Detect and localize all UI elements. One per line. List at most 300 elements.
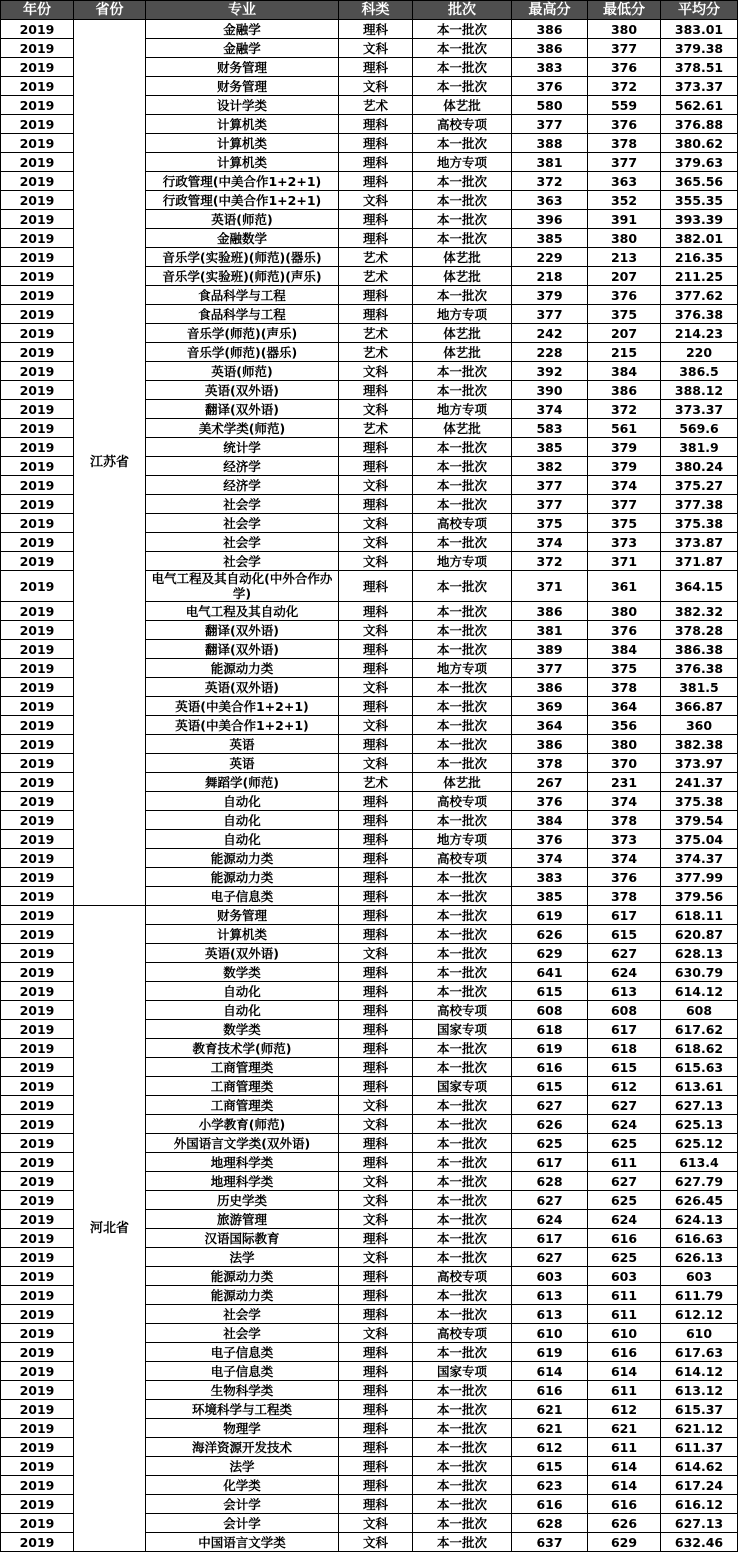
min-score-cell: 380 — [588, 735, 661, 754]
table-row — [1, 20, 738, 39]
year-cell: 2019 — [1, 1134, 74, 1153]
subject-type-cell: 文科 — [339, 1324, 413, 1343]
major-cell: 教育技术学(师范) — [146, 1039, 339, 1058]
min-score-cell: 215 — [588, 343, 661, 362]
avg-score-cell: 626.45 — [661, 1191, 738, 1210]
min-score-cell: 375 — [588, 305, 661, 324]
major-cell: 化学类 — [146, 1476, 339, 1495]
avg-score-cell: 220 — [661, 343, 738, 362]
avg-score-cell: 377.38 — [661, 495, 738, 514]
subject-type-cell: 理科 — [339, 134, 413, 153]
min-score-cell: 376 — [588, 868, 661, 887]
max-score-cell: 626 — [512, 1115, 588, 1134]
year-cell: 2019 — [1, 887, 74, 906]
year-cell: 2019 — [1, 457, 74, 476]
batch-cell: 地方专项 — [413, 400, 512, 419]
min-score-cell: 378 — [588, 887, 661, 906]
batch-cell: 本一批次 — [413, 229, 512, 248]
subject-type-cell: 文科 — [339, 39, 413, 58]
min-score-cell: 624 — [588, 1115, 661, 1134]
year-cell: 2019 — [1, 1267, 74, 1286]
max-score-cell: 637 — [512, 1533, 588, 1552]
major-cell: 食品科学与工程 — [146, 305, 339, 324]
batch-cell: 本一批次 — [413, 925, 512, 944]
year-cell: 2019 — [1, 754, 74, 773]
min-score-cell: 384 — [588, 362, 661, 381]
avg-score-cell: 373.37 — [661, 77, 738, 96]
subject-type-cell: 理科 — [339, 457, 413, 476]
avg-score-cell: 377.62 — [661, 286, 738, 305]
subject-type-cell: 文科 — [339, 552, 413, 571]
max-score-cell: 583 — [512, 419, 588, 438]
batch-cell: 高校专项 — [413, 792, 512, 811]
major-cell: 能源动力类 — [146, 849, 339, 868]
subject-type-cell: 理科 — [339, 659, 413, 678]
max-score-cell: 374 — [512, 533, 588, 552]
batch-cell: 本一批次 — [413, 1343, 512, 1362]
avg-score-cell: 375.38 — [661, 514, 738, 533]
major-cell: 小学教育(师范) — [146, 1115, 339, 1134]
major-cell: 工商管理类 — [146, 1058, 339, 1077]
batch-cell: 本一批次 — [413, 286, 512, 305]
year-cell: 2019 — [1, 1400, 74, 1419]
subject-type-cell: 文科 — [339, 944, 413, 963]
major-cell: 财务管理 — [146, 58, 339, 77]
avg-score-cell: 603 — [661, 1267, 738, 1286]
batch-cell: 本一批次 — [413, 58, 512, 77]
max-score-cell: 386 — [512, 20, 588, 39]
batch-cell: 本一批次 — [413, 1476, 512, 1495]
batch-cell: 本一批次 — [413, 39, 512, 58]
avg-score-cell: 610 — [661, 1324, 738, 1343]
year-cell: 2019 — [1, 533, 74, 552]
subject-type-cell: 理科 — [339, 210, 413, 229]
major-cell: 能源动力类 — [146, 868, 339, 887]
year-cell: 2019 — [1, 1343, 74, 1362]
subject-type-cell: 理科 — [339, 1267, 413, 1286]
max-score-cell: 381 — [512, 153, 588, 172]
avg-score-cell: 374.37 — [661, 849, 738, 868]
max-score-cell: 377 — [512, 115, 588, 134]
subject-type-cell: 理科 — [339, 602, 413, 621]
max-score-cell: 627 — [512, 1248, 588, 1267]
major-cell: 音乐学(师范)(器乐) — [146, 343, 339, 362]
avg-score-cell: 621.12 — [661, 1419, 738, 1438]
max-score-cell: 621 — [512, 1400, 588, 1419]
avg-score-cell: 614.12 — [661, 982, 738, 1001]
header-province: 省份 — [74, 1, 146, 20]
max-score-cell: 616 — [512, 1495, 588, 1514]
avg-score-cell: 214.23 — [661, 324, 738, 343]
major-cell: 工商管理类 — [146, 1096, 339, 1115]
min-score-cell: 625 — [588, 1134, 661, 1153]
max-score-cell: 628 — [512, 1172, 588, 1191]
batch-cell: 本一批次 — [413, 640, 512, 659]
min-score-cell: 372 — [588, 400, 661, 419]
year-cell: 2019 — [1, 1077, 74, 1096]
batch-cell: 本一批次 — [413, 1381, 512, 1400]
subject-type-cell: 理科 — [339, 1020, 413, 1039]
batch-cell: 本一批次 — [413, 1058, 512, 1077]
subject-type-cell: 理科 — [339, 20, 413, 39]
avg-score-cell: 379.63 — [661, 153, 738, 172]
min-score-cell: 378 — [588, 134, 661, 153]
subject-type-cell: 理科 — [339, 697, 413, 716]
min-score-cell: 614 — [588, 1476, 661, 1495]
province-cell: 河北省 — [74, 906, 146, 1552]
batch-cell: 本一批次 — [413, 20, 512, 39]
subject-type-cell: 艺术 — [339, 343, 413, 362]
min-score-cell: 380 — [588, 229, 661, 248]
subject-type-cell: 艺术 — [339, 267, 413, 286]
major-cell: 会计学 — [146, 1495, 339, 1514]
min-score-cell: 624 — [588, 1210, 661, 1229]
min-score-cell: 626 — [588, 1514, 661, 1533]
avg-score-cell: 376.38 — [661, 659, 738, 678]
subject-type-cell: 理科 — [339, 438, 413, 457]
max-score-cell: 374 — [512, 849, 588, 868]
major-cell: 社会学 — [146, 533, 339, 552]
max-score-cell: 382 — [512, 457, 588, 476]
year-cell: 2019 — [1, 963, 74, 982]
avg-score-cell: 365.56 — [661, 172, 738, 191]
batch-cell: 本一批次 — [413, 1419, 512, 1438]
subject-type-cell: 理科 — [339, 1039, 413, 1058]
max-score-cell: 396 — [512, 210, 588, 229]
avg-score-cell: 379.54 — [661, 811, 738, 830]
header-min-score: 最低分 — [588, 1, 661, 20]
min-score-cell: 561 — [588, 419, 661, 438]
batch-cell: 本一批次 — [413, 571, 512, 602]
subject-type-cell: 文科 — [339, 476, 413, 495]
subject-type-cell: 理科 — [339, 153, 413, 172]
max-score-cell: 385 — [512, 229, 588, 248]
min-score-cell: 625 — [588, 1248, 661, 1267]
max-score-cell: 580 — [512, 96, 588, 115]
batch-cell: 体艺批 — [413, 773, 512, 792]
min-score-cell: 615 — [588, 1058, 661, 1077]
min-score-cell: 207 — [588, 324, 661, 343]
table-row — [1, 906, 738, 925]
major-cell: 音乐学(实验班)(师范)(器乐) — [146, 248, 339, 267]
major-cell: 能源动力类 — [146, 1286, 339, 1305]
min-score-cell: 610 — [588, 1324, 661, 1343]
subject-type-cell: 文科 — [339, 716, 413, 735]
year-cell: 2019 — [1, 1533, 74, 1552]
avg-score-cell: 386.5 — [661, 362, 738, 381]
subject-type-cell: 理科 — [339, 1400, 413, 1419]
avg-score-cell: 613.4 — [661, 1153, 738, 1172]
batch-cell: 本一批次 — [413, 887, 512, 906]
subject-type-cell: 理科 — [339, 640, 413, 659]
year-cell: 2019 — [1, 1001, 74, 1020]
avg-score-cell: 627.13 — [661, 1514, 738, 1533]
min-score-cell: 207 — [588, 267, 661, 286]
major-cell: 数学类 — [146, 963, 339, 982]
year-cell: 2019 — [1, 1096, 74, 1115]
year-cell: 2019 — [1, 1229, 74, 1248]
avg-score-cell: 618.62 — [661, 1039, 738, 1058]
min-score-cell: 613 — [588, 982, 661, 1001]
max-score-cell: 615 — [512, 982, 588, 1001]
year-cell: 2019 — [1, 248, 74, 267]
major-cell: 自动化 — [146, 830, 339, 849]
major-cell: 社会学 — [146, 1324, 339, 1343]
min-score-cell: 376 — [588, 286, 661, 305]
major-cell: 电气工程及其自动化(中外合作办学) — [146, 571, 339, 602]
year-cell: 2019 — [1, 343, 74, 362]
min-score-cell: 378 — [588, 811, 661, 830]
avg-score-cell: 569.6 — [661, 419, 738, 438]
min-score-cell: 627 — [588, 944, 661, 963]
major-cell: 能源动力类 — [146, 1267, 339, 1286]
year-cell: 2019 — [1, 172, 74, 191]
avg-score-cell: 627.13 — [661, 1096, 738, 1115]
avg-score-cell: 371.87 — [661, 552, 738, 571]
max-score-cell: 603 — [512, 1267, 588, 1286]
header-avg-score: 平均分 — [661, 1, 738, 20]
max-score-cell: 614 — [512, 1362, 588, 1381]
major-cell: 社会学 — [146, 1305, 339, 1324]
major-cell: 电子信息类 — [146, 887, 339, 906]
min-score-cell: 377 — [588, 495, 661, 514]
min-score-cell: 618 — [588, 1039, 661, 1058]
min-score-cell: 617 — [588, 1020, 661, 1039]
min-score-cell: 379 — [588, 457, 661, 476]
batch-cell: 本一批次 — [413, 438, 512, 457]
min-score-cell: 378 — [588, 678, 661, 697]
province-cell: 江苏省 — [74, 20, 146, 906]
batch-cell: 本一批次 — [413, 906, 512, 925]
subject-type-cell: 文科 — [339, 1514, 413, 1533]
year-cell: 2019 — [1, 906, 74, 925]
avg-score-cell: 617.62 — [661, 1020, 738, 1039]
avg-score-cell: 373.87 — [661, 533, 738, 552]
min-score-cell: 614 — [588, 1457, 661, 1476]
subject-type-cell: 艺术 — [339, 773, 413, 792]
year-cell: 2019 — [1, 602, 74, 621]
year-cell: 2019 — [1, 39, 74, 58]
subject-type-cell: 文科 — [339, 191, 413, 210]
batch-cell: 体艺批 — [413, 419, 512, 438]
major-cell: 金融学 — [146, 20, 339, 39]
min-score-cell: 374 — [588, 792, 661, 811]
subject-type-cell: 文科 — [339, 362, 413, 381]
min-score-cell: 375 — [588, 659, 661, 678]
subject-type-cell: 理科 — [339, 1229, 413, 1248]
major-cell: 设计学类 — [146, 96, 339, 115]
avg-score-cell: 355.35 — [661, 191, 738, 210]
avg-score-cell: 375.04 — [661, 830, 738, 849]
max-score-cell: 374 — [512, 400, 588, 419]
major-cell: 英语 — [146, 735, 339, 754]
batch-cell: 本一批次 — [413, 1400, 512, 1419]
avg-score-cell: 614.12 — [661, 1362, 738, 1381]
min-score-cell: 612 — [588, 1400, 661, 1419]
max-score-cell: 623 — [512, 1476, 588, 1495]
max-score-cell: 376 — [512, 792, 588, 811]
subject-type-cell: 理科 — [339, 1362, 413, 1381]
min-score-cell: 627 — [588, 1172, 661, 1191]
batch-cell: 本一批次 — [413, 533, 512, 552]
major-cell: 行政管理(中美合作1+2+1) — [146, 172, 339, 191]
avg-score-cell: 625.12 — [661, 1134, 738, 1153]
year-cell: 2019 — [1, 925, 74, 944]
major-cell: 英语(师范) — [146, 210, 339, 229]
year-cell: 2019 — [1, 134, 74, 153]
batch-cell: 本一批次 — [413, 1229, 512, 1248]
year-cell: 2019 — [1, 77, 74, 96]
max-score-cell: 624 — [512, 1210, 588, 1229]
major-cell: 会计学 — [146, 1514, 339, 1533]
min-score-cell: 616 — [588, 1495, 661, 1514]
min-score-cell: 391 — [588, 210, 661, 229]
batch-cell: 本一批次 — [413, 1115, 512, 1134]
year-cell: 2019 — [1, 1191, 74, 1210]
min-score-cell: 627 — [588, 1096, 661, 1115]
year-cell: 2019 — [1, 571, 74, 602]
batch-cell: 高校专项 — [413, 1267, 512, 1286]
subject-type-cell: 理科 — [339, 982, 413, 1001]
year-cell: 2019 — [1, 1324, 74, 1343]
batch-cell: 本一批次 — [413, 1457, 512, 1476]
avg-score-cell: 376.88 — [661, 115, 738, 134]
avg-score-cell: 612.12 — [661, 1305, 738, 1324]
subject-type-cell: 理科 — [339, 887, 413, 906]
batch-cell: 国家专项 — [413, 1020, 512, 1039]
max-score-cell: 608 — [512, 1001, 588, 1020]
year-cell: 2019 — [1, 1210, 74, 1229]
header-subject-type: 科类 — [339, 1, 413, 20]
subject-type-cell: 理科 — [339, 305, 413, 324]
major-cell: 能源动力类 — [146, 659, 339, 678]
batch-cell: 本一批次 — [413, 697, 512, 716]
avg-score-cell: 611.37 — [661, 1438, 738, 1457]
year-cell: 2019 — [1, 1438, 74, 1457]
batch-cell: 本一批次 — [413, 1153, 512, 1172]
batch-cell: 地方专项 — [413, 552, 512, 571]
subject-type-cell: 理科 — [339, 1381, 413, 1400]
max-score-cell: 364 — [512, 716, 588, 735]
batch-cell: 地方专项 — [413, 305, 512, 324]
year-cell: 2019 — [1, 792, 74, 811]
max-score-cell: 615 — [512, 1077, 588, 1096]
max-score-cell: 621 — [512, 1419, 588, 1438]
year-cell: 2019 — [1, 1039, 74, 1058]
avg-score-cell: 620.87 — [661, 925, 738, 944]
min-score-cell: 611 — [588, 1381, 661, 1400]
subject-type-cell: 理科 — [339, 963, 413, 982]
batch-cell: 本一批次 — [413, 1210, 512, 1229]
avg-score-cell: 375.27 — [661, 476, 738, 495]
subject-type-cell: 理科 — [339, 1495, 413, 1514]
max-score-cell: 377 — [512, 659, 588, 678]
max-score-cell: 381 — [512, 621, 588, 640]
min-score-cell: 614 — [588, 1362, 661, 1381]
major-cell: 物理学 — [146, 1419, 339, 1438]
min-score-cell: 374 — [588, 476, 661, 495]
year-cell: 2019 — [1, 324, 74, 343]
max-score-cell: 363 — [512, 191, 588, 210]
min-score-cell: 612 — [588, 1077, 661, 1096]
subject-type-cell: 理科 — [339, 830, 413, 849]
max-score-cell: 616 — [512, 1058, 588, 1077]
year-cell: 2019 — [1, 495, 74, 514]
year-cell: 2019 — [1, 944, 74, 963]
max-score-cell: 390 — [512, 381, 588, 400]
min-score-cell: 373 — [588, 533, 661, 552]
major-cell: 法学 — [146, 1457, 339, 1476]
batch-cell: 本一批次 — [413, 963, 512, 982]
subject-type-cell: 艺术 — [339, 96, 413, 115]
year-cell: 2019 — [1, 476, 74, 495]
subject-type-cell: 理科 — [339, 1077, 413, 1096]
max-score-cell: 378 — [512, 754, 588, 773]
year-cell: 2019 — [1, 20, 74, 39]
max-score-cell: 627 — [512, 1096, 588, 1115]
batch-cell: 本一批次 — [413, 210, 512, 229]
batch-cell: 本一批次 — [413, 944, 512, 963]
batch-cell: 本一批次 — [413, 754, 512, 773]
major-cell: 英语(双外语) — [146, 944, 339, 963]
avg-score-cell: 611.79 — [661, 1286, 738, 1305]
batch-cell: 体艺批 — [413, 267, 512, 286]
subject-type-cell: 文科 — [339, 1115, 413, 1134]
min-score-cell: 611 — [588, 1305, 661, 1324]
batch-cell: 地方专项 — [413, 659, 512, 678]
year-cell: 2019 — [1, 381, 74, 400]
year-cell: 2019 — [1, 1381, 74, 1400]
year-cell: 2019 — [1, 191, 74, 210]
max-score-cell: 377 — [512, 305, 588, 324]
subject-type-cell: 理科 — [339, 849, 413, 868]
max-score-cell: 386 — [512, 602, 588, 621]
min-score-cell: 373 — [588, 830, 661, 849]
min-score-cell: 616 — [588, 1343, 661, 1362]
major-cell: 统计学 — [146, 438, 339, 457]
subject-type-cell: 理科 — [339, 735, 413, 754]
year-cell: 2019 — [1, 868, 74, 887]
subject-type-cell: 理科 — [339, 1343, 413, 1362]
min-score-cell: 371 — [588, 552, 661, 571]
major-cell: 工商管理类 — [146, 1077, 339, 1096]
year-cell: 2019 — [1, 849, 74, 868]
major-cell: 社会学 — [146, 552, 339, 571]
max-score-cell: 371 — [512, 571, 588, 602]
year-cell: 2019 — [1, 1305, 74, 1324]
batch-cell: 本一批次 — [413, 1096, 512, 1115]
subject-type-cell: 文科 — [339, 400, 413, 419]
max-score-cell: 376 — [512, 77, 588, 96]
subject-type-cell: 文科 — [339, 1248, 413, 1267]
subject-type-cell: 理科 — [339, 1153, 413, 1172]
max-score-cell: 629 — [512, 944, 588, 963]
avg-score-cell: 615.63 — [661, 1058, 738, 1077]
avg-score-cell: 380.62 — [661, 134, 738, 153]
max-score-cell: 619 — [512, 1039, 588, 1058]
max-score-cell: 618 — [512, 1020, 588, 1039]
batch-cell: 本一批次 — [413, 982, 512, 1001]
batch-cell: 本一批次 — [413, 1286, 512, 1305]
avg-score-cell: 376.38 — [661, 305, 738, 324]
major-cell: 翻译(双外语) — [146, 621, 339, 640]
subject-type-cell: 理科 — [339, 381, 413, 400]
max-score-cell: 389 — [512, 640, 588, 659]
max-score-cell: 377 — [512, 476, 588, 495]
major-cell: 计算机类 — [146, 925, 339, 944]
batch-cell: 本一批次 — [413, 1533, 512, 1552]
avg-score-cell: 211.25 — [661, 267, 738, 286]
